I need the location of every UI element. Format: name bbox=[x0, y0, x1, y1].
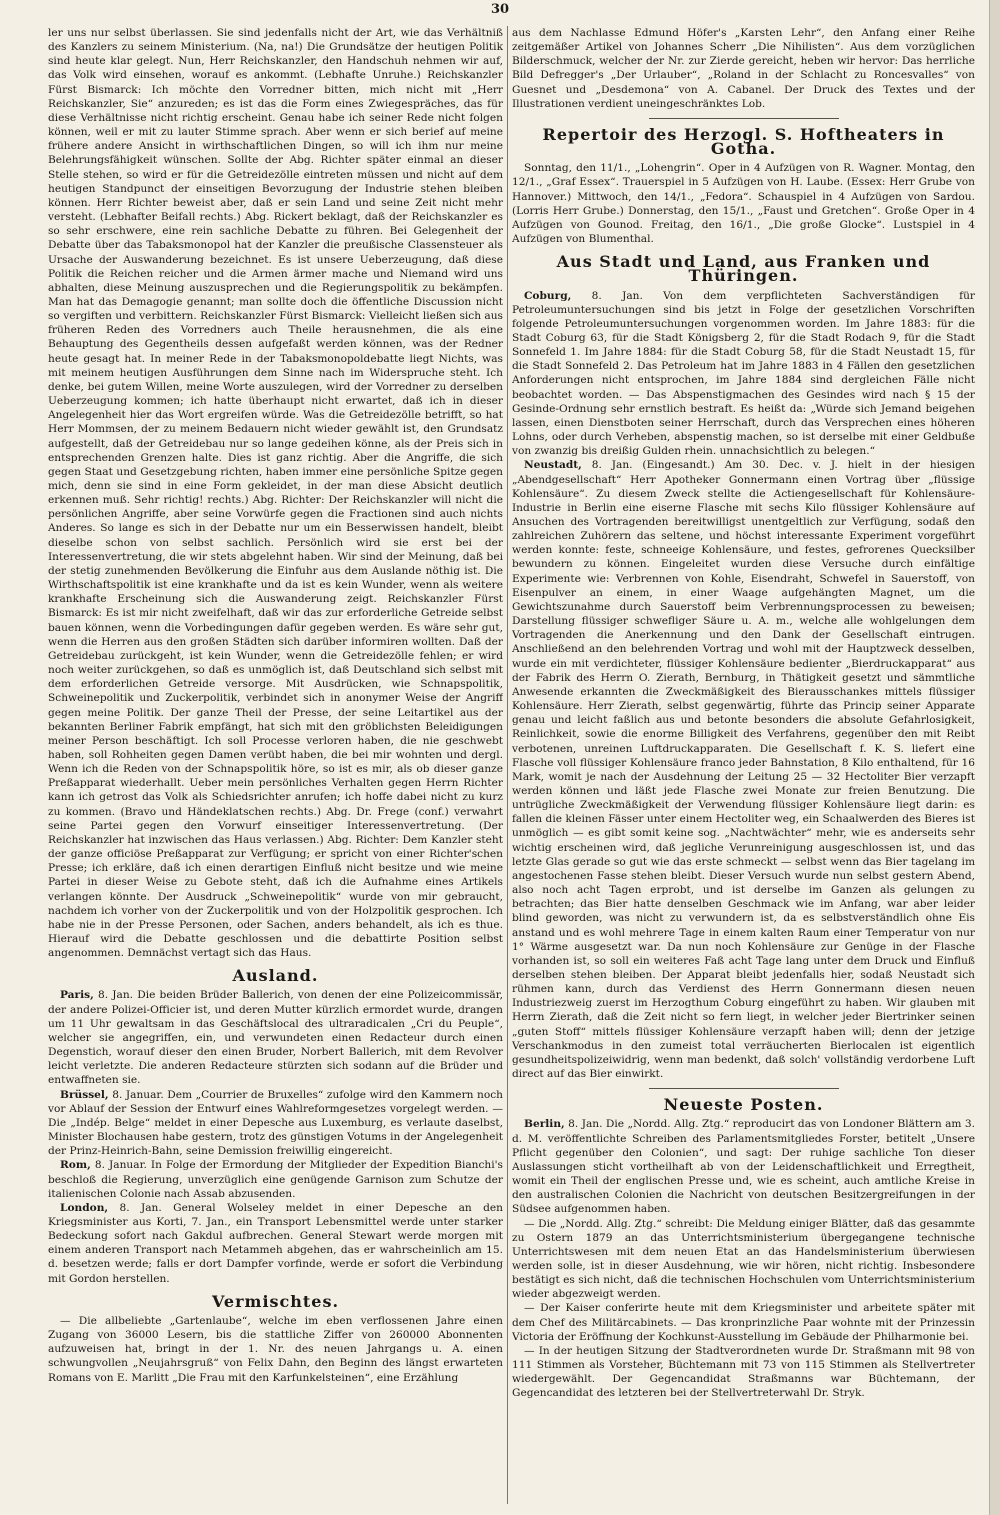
article-bruessel-text: 8. Januar. Dem „Courrier de Bruxelles“ zufolge wird den Kammern noch vor Ablauf der Session der Entwurf eines Wahlreformgesetzes vorgelegt werden. — Die „Indép. Belge“ meldet in einer Depesche aus Luxemburg, es verlaute daselbst, Minister Blochausen habe gestern, trotz des günstigen Votums in der Angelegenheit der Prinz-Heinrich-Bahn, seine Demission freiwillig eingereicht. bbox=[48, 1088, 503, 1158]
section-heading-neueste-posten: Neueste Posten. bbox=[663, 1095, 824, 1115]
article-gartenlaube: — Die allbeliebte „Gartenlaube“, welche im eben verflossenen Jahre einen Zugang von 36000 Lesern, bis die stattliche Ziffer von 260000 Abonnenten aufzuweisen hat, bringt in der 1. Nr. des neuen Jahrgangs u. A. einen schwungvollen „Neujahrsgruß“ von Felix Dahn, den Beginn des längst erwarteten Romans von E. Marlitt „Die Frau mit den Karfunkelsteinen“, eine Erzählung bbox=[48, 1314, 503, 1384]
theatre-repertoire: Sonntag, den 11/1., „Lohengrin“. Oper in 4 Aufzügen von R. Wagner. Montag, den 12/1., „Graf Essex“. Trauerspiel in 5 Aufzügen von H. Laube. (Essex: Herr Grube von Hannover.) Mittwoch, den 14/1., „Fedora“. Schauspiel in 4 Aufzügen von Sardou. (Lorris Herr Grube.) Donnerstag, den 15/1., „Faust und Gretchen“. Große Oper in 4 Aufzügen von Gounod. Freitag, den 16/1., „Die große Glocke“. Lustspiel in 4 Aufzügen von Blumenthal. bbox=[512, 162, 975, 246]
article-rom bbox=[48, 1158, 503, 1200]
section-heading-ausland: Ausland. bbox=[232, 966, 319, 986]
page-edge bbox=[989, 0, 1000, 1515]
section-heading-stadt-land: Aus Stadt und Land, aus Franken und Thüringen. bbox=[556, 252, 931, 286]
dateline-coburg: Coburg, bbox=[524, 289, 572, 302]
article-paris bbox=[48, 988, 503, 1087]
article-berlin bbox=[512, 1117, 975, 1216]
separator-line bbox=[649, 118, 839, 119]
dateline-bruessel: Brüssel, bbox=[60, 1088, 109, 1101]
gartenlaube-continuation: aus dem Nachlasse Edmund Höfer's „Karsten Lehr“, den Anfang einer Reihe zeitgemäßer Artikel von Johannes Scherr „Die Nihilisten“. Aus dem vorzüglichen Bilderschmuck, welcher der Nr. zur Zierde gereicht, heben wir hervor: Das herrliche Bild Defregger's „Der Urlauber“, „Roland in der Schlacht zu Roncesvalles“ von Guesnet und „Desdemona“ von A. Cabanel. Der Druck des Textes und der Illustrationen verdient uneingeschränktes Lob. bbox=[512, 27, 975, 110]
section-heading-vermischtes: Vermischtes. bbox=[211, 1291, 340, 1311]
article-coburg bbox=[512, 289, 975, 459]
article-berlin-3: — Der Kaiser conferirte heute mit dem Kriegsminister und arbeitete später mit dem Chef des Militärcabinets. — Das kronprinzliche Paar wohnte mit der Prinzessin Victoria der Eröffnung der Kochkunst-Ausstellung im Gebäude der Philharmonie bei. bbox=[512, 1302, 975, 1343]
dateline-london: London, bbox=[60, 1201, 109, 1214]
article-coburg-text: 8. Jan. Von dem verpflichteten Sachverständigen für Petroleumuntersuchungen sind bis jetzt in Folge der gesetzlichen Vorschriften folgende Petroleumuntersuchungen vorgenommen worden. Im Jahre 1883: für die Stadt Coburg 63, für die Stadt Königsberg 2, für die Stadt Rodach 9, für die Stadt Sonnefeld 1. Im Jahre 1884: für die Stadt Coburg 58, für die Stadt Neustadt 15, für die Stadt Sonnefeld 2. Das Petroleum hat im Jahre 1883 in 4 Fällen den gesetzlichen Anforderungen nicht entsprochen, im Jahre 1884 sind dergleichen Fälle nicht beobachtet worden. — Das Abspenstigmachen des Gesindes wird nach § 15 der Gesinde-Ordnung sehr ernstlich bestraft. Es heißt da: „Würde sich Jemand beigehen lassen, einen Dienstboten seiner Herrschaft, durch das Versprechen eines höheren Lohns, oder durch Verheben, abspenstig machen, so ist derselbe mit einer Geldbuße von zwanzig bis dreißig Gulden rhein. unnachsichtlich zu belegen.“ bbox=[512, 289, 975, 458]
dateline-neustadt: Neustadt, bbox=[524, 459, 582, 472]
dateline-paris: Paris, bbox=[60, 989, 94, 1002]
dateline-berlin: Berlin, bbox=[524, 1118, 565, 1131]
article-neustadt-text: 8. Jan. (Eingesandt.) Am 30. Dec. v. J. hielt in der hiesigen „Abendgesellschaft“ Herr Apotheker Gonnermann einen Vortrag über „flüssige Kohlensäure“. Zu diesem Zweck stellte die Actiengesellschaft für Kohlensäure-Industrie in Berlin eine eiserne Flasche mit sechs Kilo flüssiger Kohlensäure auf Ansuchen des Vortragenden bereitwilligst unentgeltlich zur Verfügung, sodaß den zahlreichen Zuhörern das seltene, und höchst interessante Experiment vorgeführt werden konnte: feste, schneeige Kohlensäure, und festes, gefrorenes Quecksilber bewundern zu können. Eingeleitet wurden diese Versuche durch einfältige Experimente wie: Verbrennen von Kohle, Eisendraht, Schwefel in Sauerstoff, von Eisenpulver an einem, in einer Waage aufgehängten Magnet, um die Gewichtszunahme durch Sauerstoff beim Verbrennungsprocessen zu beweisen; Darstellung flüssiger schwefliger Säure u. A. m., welche alle wohlgelungen dem Vortragenden die Anerkennung und den Dank der Gesellschaft eintrugen. Anschließend an den belehrenden Vortrag und wohl mit der Hauptzweck desselben, wurde ein mit verdichteter, flüssiger Kohlensäure bedienter „Bierdruckapparat“ aus der Fabrik des Herrn O. Zierath, Bernburg, in Thätigkeit gesetzt und sämmtliche Anwesende erkannten die Zweckmäßigkeit des Bierausschankes mittels flüssiger Kohlensäure. Herr Zierath, selbst gegenwärtig, führte das Princip seiner Apparate genau und leicht faßlich aus und betonte besonders die absolute Gefahrlosigkeit, Reinlichkeit, sowie die enorme Billigkeit des Verfahrens, gegenüber den mit Reibt verbotenen, unreinen Luftdruckapparaten. Die Gesellschaft f. K. S. liefert eine Flasche voll flüssiger Kohlensäure franco jeder Bahnstation, 8 Kilo enthaltend, für 16 Mark, womit je nach der Ausdehnung der Leitung 25 — 32 Hectoliter Bier verzapft werden können und läßt jede Flasche zwei Monate zur freien Benutzung. Die untrügliche Zweckmäßigkeit der Verwendung flüssiger Kohlensäure liegt darin: es fallen die kleinen Fässer unter einem Hectoliter weg, ein Schaalwerden des Bieres ist unmöglich — es gibt somit keine sog. „Nachtwächter“ mehr, wie es anderseits sehr wichtig erscheinen wird, daß jegliche Verunreinigung ausgeschlossen ist, und das letzte Glas gerade so gut wie das erste schmeckt — selbst wenn das Bier tagelang im angestochenen Fasse stehen bleibt. Dieser Versuch wurde nun selbst gestern Abend, also noch acht Tagen erprobt, und ist derselbe im Ganzen als gelungen zu betrachten; das Bier hatte denselben Geschmack wie im Anfang, war aber leider blind geworden, was nicht zu verwundern ist, da es selbstverständlich ohne Eis anstand und es wohl mehrere Tage in einem kalten Raum einer Temperatur von nur 1° Wärme ausgesetzt war. Da nun noch Kohlensäure zur Genüge in der Flasche vorhanden ist, so soll ein weiteres Faß acht Tage lang unter dem Druck und Einfluß derselben stehen bleiben. Der Apparat bleibt jedenfalls hier, sodaß Neustadt sich rühmen kann, durch das Verdienst des Herrn Gonnermann diesen neuen Industriezweig zuerst im Herzogthum Coburg eingeführt zu haben. Wir glauben mit Herrn Zierath, daß die Zeit nicht so fern liegt, in welcher jeder Biertrinker seinen „guten Stoff“ mittels flüssiger Kohlensäure verzapft haben will; denn der jetzige Verschankmodus in den zumeist total verräucherten Bierlocalen ist eigentlich gesundheitspolizeiwidrig, wenn man bedenkt, daß solch' vollständig verdorbene Luft direct auf das Bier einwirkt. bbox=[512, 459, 975, 1081]
article-neustadt bbox=[512, 458, 975, 1081]
article-berlin-2: — Die „Nordd. Allg. Ztg.“ schreibt: Die Meldung einiger Blätter, daß das gesammte zu Ostern 1879 an das Unterrichtsministerium übergegangene technische Unterrichtswesen mit dem neuen Etat an das Handelsministerium überwiesen werden solle, ist in dieser Ausdehnung, wie wir hören, nicht richtig. Insbesondere bestätigt es sich nicht, daß die technischen Hochschulen vom Unterrichtsministerium wieder abgezweigt werden. bbox=[512, 1217, 975, 1301]
right-column bbox=[512, 26, 975, 1511]
page-number: 30 bbox=[490, 2, 510, 17]
article-london bbox=[48, 1201, 503, 1286]
parliament-debate-text: ler uns nur selbst überlassen. Sie sind jedenfalls nicht der Art, wie das Verhältniß des Kanzlers zu seinem Ministerium. (Na, na!) Die Grundsätze der heutigen Politik sind heute klar gelegt. Nun, Herr Reichskanzler, den Handschuh nehmen wir auf, das Volk wird einsehen, worauf es ankommt. (Lebhafte Unruhe.) Reichskanzler Fürst Bismarck: Ich möchte den Vorredner bitten, mich nicht mit „Herr Reichskanzler, Sie“ anzureden; es ist das die Form eines Zwiegespräches, das für diese Verhältnisse nicht richtig erscheint. Genau habe ich seiner Rede nicht folgen können, weil er mit zu lauter Stimme sprach. Aber wenn er sich berief auf meine frühere andere Ansicht in wirthschaftlichen Dingen, so will ich ihm nur meine Belehrungsfähigkeit wünschen. Sollte der Abg. Richter später einmal an dieser Stelle stehen, so wird er für die Getreidezölle eintreten müssen und nicht auf dem heutigen Standpunct der einseitigen Bevorzugung der Industrie stehen bleiben können. Herr Richter beweist aber, daß er sein Land und seine Zeit nicht mehr versteht. (Lebhafter Beifall rechts.) Abg. Rickert beklagt, daß der Reichskanzler es so sehr erschwere, eine rein sachliche Debatte zu führen. Bei Gelegenheit der Debatte über das Tabaksmonopol hat der Kanzler die preußische Classensteuer als Ursache der Auswanderung bezeichnet. Es ist unsere Ueberzeugung, daß diese Politik die Reichen reicher und die Armen ärmer mache und Niemand wird uns abhalten, diese Meinung auszusprechen und die Regierungspolitik zu bekämpfen. Man hat das Demagogie genannt; man sollte doch die öffentliche Discussion nicht so vergiften und verbittern. Reichskanzler Fürst Bismarck: Vielleicht ließen sich aus früheren Reden des Vorredners auch Theile herausnehmen, die als eine Behauptung des Gegentheils dessen aufgefaßt werden können, was der Redner heute gesagt hat. In meiner Rede in der Tabaksmonopoldebatte liegt Nichts, was mit meinem heutigen Ausführungen dem Sinne nach im Widerspruche steht. Ich denke, bei gutem Willen, meine Worte auszulegen, wird der Vorredner zu derselben Ueberzeugung kommen; ich hatte überhaupt nicht erwartet, daß ich in dieser Angelegenheit hier das Wort ergreifen würde. Was die Getreidezölle betrifft, so hat Herr Mommsen, der zu meinem Bedauern nicht wieder gewählt ist, den Grundsatz aufgestellt, daß der Getreidebau nur so lange gedeihen könne, als der Preis sich in entsprechenden Grenzen halte. Dies ist ganz richtig. Aber die Angriffe, die sich gegen Staat und Gesetzgebung richten, haben immer eine persönliche Spitze gegen mich, denn sie sind in eine Form gekleidet, in der man diese Absicht deutlich erkennen muß. Sehr richtig! rechts.) Abg. Richter: Der Reichskanzler will nicht die persönlichen Angriffe, aber seine Vorwürfe gegen die Fractionen sind auch nichts Anderes. So lange es sich in der Debatte nur um ein Besserwissen handelt, bleibt dieselbe schon von selbst sachlich. Persönlich wird sie erst bei der Interessenvertretung, die wir stets abgelehnt haben. Wir sind der Meinung, daß bei der stetig zunehmenden Bevölkerung die Einfuhr aus dem Auslande nöthig ist. Die Wirthschaftspolitik ist eine krankhafte und da ist es kein Wunder, wenn als weitere krankhafte Erscheinung sich die Auswanderung zeigt. Reichskanzler Fürst Bismarck: Es ist mir nicht zweifelhaft, daß wir das zur erforderliche Getreide selbst bauen können, wenn die Vorbedingungen dafür gegeben werden. Es wäre sehr gut, wenn die Herren aus den großen Städten sich darüber informiren wollten. Daß der Getreidebau zurückgeht, ist kein Wunder, wenn die Getreidezölle fehlen; er wird noch weiter zurückgehen, so daß es unmöglich ist, daß Deutschland sich selbst mit dem erforderlichen Getreide versorge. Mit Ausdrücken, wie Schnapspolitik, Schweinepolitik und Zuckerpolitik, verbindet sich in anonymer Weise der Angriff gegen meine Politik. Der ganze Theil der Presse, der seine Leitartikel aus der bekannten Berliner Fabrik empfängt, hat sich mit den gröblichsten Beleidigungen meiner Person beschäftigt. Ich soll Processe verloren haben, die nie geschwebt haben, soll Rohheiten gegen Damen verübt haben, die bei mir wohnten und dergl. Wenn ich die Reden von der Schnapspolitik höre, so ist es mir, als ob dieser ganze Preßapparat wiederhallt. Ueber mein persönliches Verhalten gegen Herrn Richter kann ich getrost das Volk als Schiedsrichter anrufen; ich hoffe dabei nicht zu kurz zu kommen. (Bravo und Händeklatschen rechts.) Abg. Dr. Frege (conf.) verwahrt seine Partei gegen den Vorwurf einseitiger Interessenvertretung. (Der Reichskanzler hat inzwischen das Haus verlassen.) Abg. Richter: Dem Kanzler steht der ganze officiöse Preßapparat zur Verfügung; er spricht von einer Richter'schen Presse; ich erkläre, daß ich einen derartigen Einfluß nicht besitze und wie meine Partei in dieser Weise zu Gebote steht, daß ich die Aufnahme eines Artikels verlangen könnte. Der Ausdruck „Schweinepolitik“ wurde von mir gebraucht, nachdem ich vorher von der Zuckerpolitik und von der Holzpolitik gesprochen. Ich habe nie in der Presse Personen, oder Sachen, anders behandelt, als ich es thue. Hierauf wird die Debatte geschlossen und die debattirte Position selbst angenommen. Demnächst vertagt sich das Haus. bbox=[48, 27, 503, 960]
section-heading-repertoir: Repertoir des Herzogl. S. Hoftheaters in Gotha. bbox=[542, 124, 945, 159]
article-london-text: 8. Jan. General Wolseley meldet in einer Depesche an den Kriegsminister aus Korti, 7. Jan., ein Transport Lebensmittel werde unter starker Bedeckung sofort nach Gakdul aufbrechen. General Stewart werde morgen mit einem anderen Transport nach Metammeh abgehen, das er wahrscheinlich am 15. d. besetzen werde; falls er dort Dampfer vorfinde, werde er sofort die Verbindung mit Gordon herstellen. bbox=[48, 1201, 503, 1285]
article-berlin-text: 8. Jan. Die „Nordd. Allg. Ztg.“ reproducirt das von Londoner Blättern am 3. d. M. veröffentlichte Schreiben des Parlamentsmitgliedes Forster, betitelt „Unsere Pflicht gegenüber den Colonien“, und sagt: Der ruhige sachliche Ton dieser Auslassungen sticht vortheilhaft ab von der Leidenschaftlichkeit und Erregtheit, womit ein Theil der englischen Presse und, wie es scheint, auch amtliche Kreise in den australischen Colonien die Nachricht von deutschen Besitzergreifungen in der Südsee aufgenommen haben. bbox=[512, 1118, 975, 1216]
column-divider bbox=[507, 26, 508, 1504]
article-bruessel bbox=[48, 1088, 503, 1159]
dateline-rom: Rom, bbox=[60, 1159, 91, 1172]
article-berlin-4: — In der heutigen Sitzung der Stadtverordneten wurde Dr. Straßmann mit 98 von 111 Stimmen als Vorsteher, Büchtemann mit 73 von 115 Stimmen als Stellvertreter wiedergewählt. Der Gegencandidat Straßmanns war Büchtemann, der Gegencandidat des letzteren bei der Stellvertreterwahl Dr. Stryk. bbox=[512, 1344, 975, 1400]
article-rom-text: 8. Januar. In Folge der Ermordung der Mitglieder der Expedition Bianchi's beschloß die Regierung, unverzüglich eine genügende Garnison zum Schutze der italienischen Colonie nach Assab abzusenden. bbox=[48, 1159, 503, 1200]
separator-line bbox=[649, 1088, 839, 1089]
article-paris-text: 8. Jan. Die beiden Brüder Ballerich, von denen der eine Polizeicommissär, der andere Polizei-Officier ist, und deren Mutter kürzlich ermordet wurde, drangen um 11 Uhr gewaltsam in das Geschäftslocal des ultraradicalen „Cri du Peuple“, welcher sie angegriffen, ein, und verwundeten einen Redacteur durch einen Degenstich, worauf dieser den einen Bruder, Norbert Ballerich, mit dem Revolver leicht verletzte. Die anderen Redacteure stürzten sich sodann auf die Brüder und entwaffneten sie. bbox=[48, 989, 503, 1087]
left-column bbox=[48, 26, 503, 1511]
